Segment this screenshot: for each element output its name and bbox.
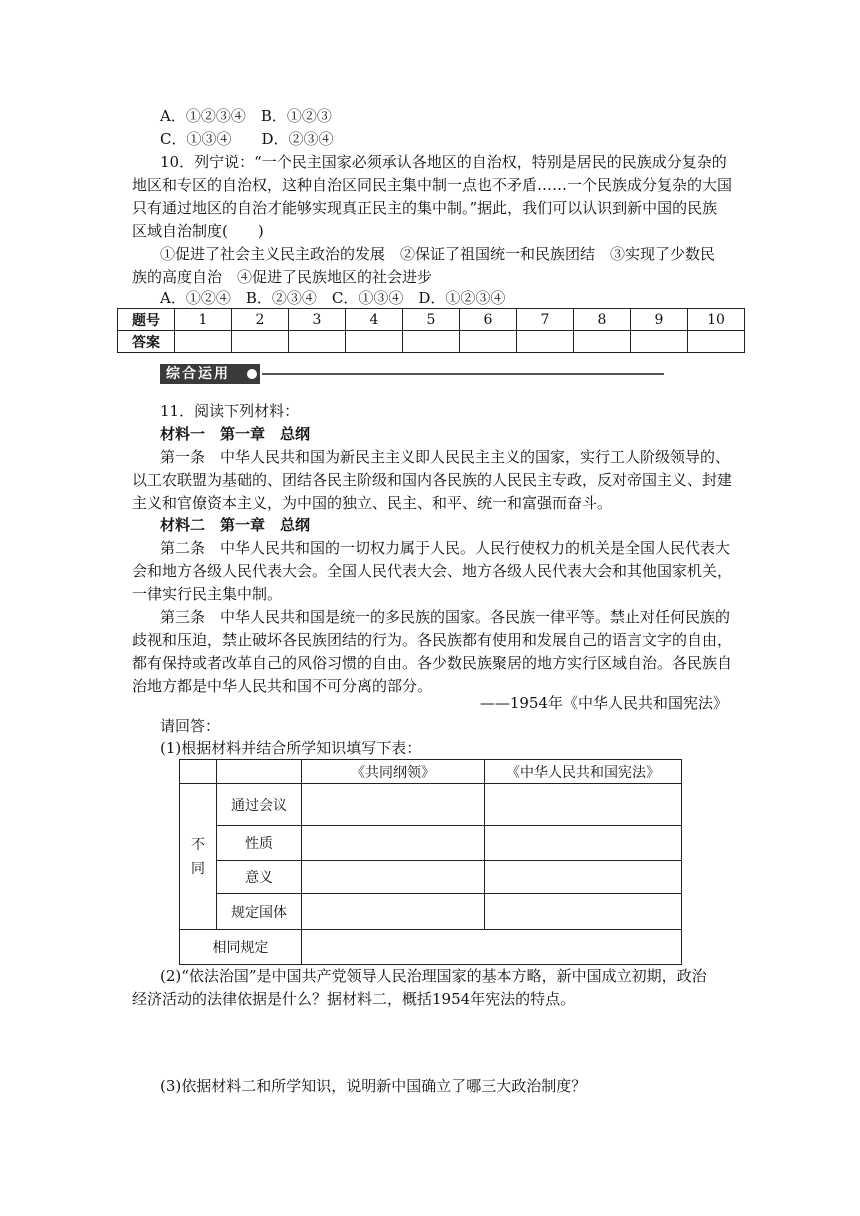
- q9-options-ab: A．①②③④ B．①②③: [160, 107, 332, 125]
- material-2-line-6: 都有保持或者改革自己的风俗习惯的自由。各少数民族聚居的地方实行区域自治。各民族自: [132, 654, 733, 672]
- q10-options: A．①②④ B．②③④ C．①③④ D．①②③④: [160, 289, 506, 307]
- q11-part-3: (3)依据材料二和所学知识，说明新中国确立了哪三大政治制度？: [160, 1077, 587, 1095]
- material-1-title: 材料一 第一章 总纲: [160, 425, 311, 443]
- question-number-4: 4: [346, 309, 403, 331]
- row-label-significance: 意义: [217, 861, 302, 894]
- compare-table-row: [180, 930, 682, 965]
- compare-table-row: [180, 894, 682, 930]
- answer-cell-1[interactable]: [175, 331, 232, 353]
- col-header-xianfa: 《中华人民共和国宪法》: [485, 760, 682, 784]
- question-number-8: 8: [574, 309, 631, 331]
- material-2-line-4: 第三条 中华人民共和国是统一的多民族的国家。各民族一律平等。禁止对任何民族的: [160, 608, 731, 626]
- answer-table-answer-row: [118, 331, 745, 353]
- compare-table: [179, 759, 682, 965]
- answer-cell-8[interactable]: [574, 331, 631, 353]
- question-number-1: 1: [175, 309, 232, 331]
- row-label-nature: 性质: [217, 826, 302, 861]
- material-1-line-2: 以工农联盟为基础的、团结各民主阶级和国内各民族的人民民主专政，反对帝国主义、封建: [132, 471, 733, 489]
- cell-same-answer[interactable]: [302, 930, 682, 965]
- q11-part-1: (1)根据材料并结合所学知识填写下表：: [160, 739, 422, 757]
- answer-cell-10[interactable]: [688, 331, 745, 353]
- compare-table-header-row: [180, 760, 682, 784]
- compare-table-row: [180, 784, 682, 826]
- q11-part-2-line-2: 经济活动的法律依据是什么？据材料二，概括1954年宪法的特点。: [132, 990, 576, 1008]
- corner-cell-a: [180, 760, 217, 784]
- cell-xianfa-meeting[interactable]: [485, 784, 682, 826]
- q10-statements-1: ①促进了社会主义民主政治的发展 ②保证了祖国统一和民族团结 ③实现了少数民: [160, 245, 716, 263]
- answer-cell-2[interactable]: [232, 331, 289, 353]
- cell-xianfa-significance[interactable]: [485, 861, 682, 894]
- q10-line-1: 10．列宁说：“一个民主国家必须承认各地区的自治权，特别是居民的民族成分复杂的: [160, 153, 727, 171]
- cell-gongtong-state-system[interactable]: [302, 894, 485, 930]
- q11-intro: 11．阅读下列材料：: [160, 402, 300, 420]
- cell-xianfa-nature[interactable]: [485, 826, 682, 861]
- cell-xianfa-state-system[interactable]: [485, 894, 682, 930]
- material-2-title: 材料二 第一章 总纲: [160, 516, 311, 534]
- material-source: ——1954年《中华人民共和国宪法》: [479, 694, 728, 712]
- bullet-icon: [247, 369, 257, 379]
- cell-gongtong-significance[interactable]: [302, 861, 485, 894]
- material-1-line-3: 主义和官僚资本主义，为中国的独立、民主、和平、统一和富强而奋斗。: [132, 494, 613, 512]
- row-label-state-system: 规定国体: [217, 894, 302, 930]
- material-2-line-3: 一律实行民主集中制。: [132, 585, 283, 603]
- question-number-7: 7: [517, 309, 574, 331]
- answer-table: [117, 308, 745, 353]
- row-label-same: 相同规定: [180, 930, 302, 965]
- question-number-6: 6: [460, 309, 517, 331]
- diff-label-char-2: 同: [191, 860, 205, 877]
- compare-table-row: [180, 861, 682, 894]
- diff-label: [180, 784, 217, 930]
- answer-label: 答案: [118, 331, 175, 353]
- compare-table-row: [180, 826, 682, 861]
- diff-label-char-1: 不: [191, 836, 205, 853]
- q11-ask: 请回答：: [160, 717, 221, 735]
- question-number-10: 10: [688, 309, 745, 331]
- section-rule: [262, 373, 664, 375]
- cell-gongtong-nature[interactable]: [302, 826, 485, 861]
- answer-cell-3[interactable]: [289, 331, 346, 353]
- answer-cell-6[interactable]: [460, 331, 517, 353]
- question-number-2: 2: [232, 309, 289, 331]
- answer-cell-9[interactable]: [631, 331, 688, 353]
- material-1-line-1: 第一条 中华人民共和国为新民主主义即人民民主主义的国家，实行工人阶级领导的、: [160, 448, 731, 466]
- q10-line-3: 只有通过地区的自治才能够实现真正民主的集中制。”据此，我们可以认识到新中国的民族: [132, 199, 718, 217]
- material-2-line-7: 治地方都是中华人民共和国不可分离的部分。: [132, 677, 433, 695]
- material-2-line-5: 歧视和压迫，禁止破坏各民族团结的行为。各民族都有使用和发展自己的语言文字的自由，: [132, 631, 733, 649]
- answer-cell-7[interactable]: [517, 331, 574, 353]
- cell-gongtong-meeting[interactable]: [302, 784, 485, 826]
- question-number-9: 9: [631, 309, 688, 331]
- question-number-5: 5: [403, 309, 460, 331]
- answer-cell-4[interactable]: [346, 331, 403, 353]
- q10-line-2: 地区和专区的自治权，这种自治区同民主集中制一点也不矛盾……一个民族成分复杂的大国: [132, 176, 733, 194]
- q10-statements-2: 族的高度自治 ④促进了民族地区的社会进步: [132, 268, 433, 286]
- q11-part-2-line-1: (2)“依法治国”是中国共产党领导人民治理国家的基本方略，新中国成立初期，政治: [160, 967, 707, 985]
- corner-cell-b: [217, 760, 302, 784]
- material-2-line-1: 第二条 中华人民共和国的一切权力属于人民。人民行使权力的机关是全国人民代表大: [160, 539, 731, 557]
- row-label-meeting: 通过会议: [217, 784, 302, 826]
- question-number-label: 题号: [118, 309, 175, 331]
- col-header-gongtong: 《共同纲领》: [302, 760, 485, 784]
- question-number-3: 3: [289, 309, 346, 331]
- q10-line-4: 区域自治制度( ): [132, 222, 264, 240]
- section-title: 综合运用: [160, 364, 260, 384]
- material-2-line-2: 会和地方各级人民代表大会。全国人民代表大会、地方各级人民代表大会和其他国家机关，: [132, 562, 733, 580]
- q9-options-cd: C．①③④ D．②③④: [160, 130, 334, 148]
- answer-cell-5[interactable]: [403, 331, 460, 353]
- answer-table-header-row: [118, 309, 745, 331]
